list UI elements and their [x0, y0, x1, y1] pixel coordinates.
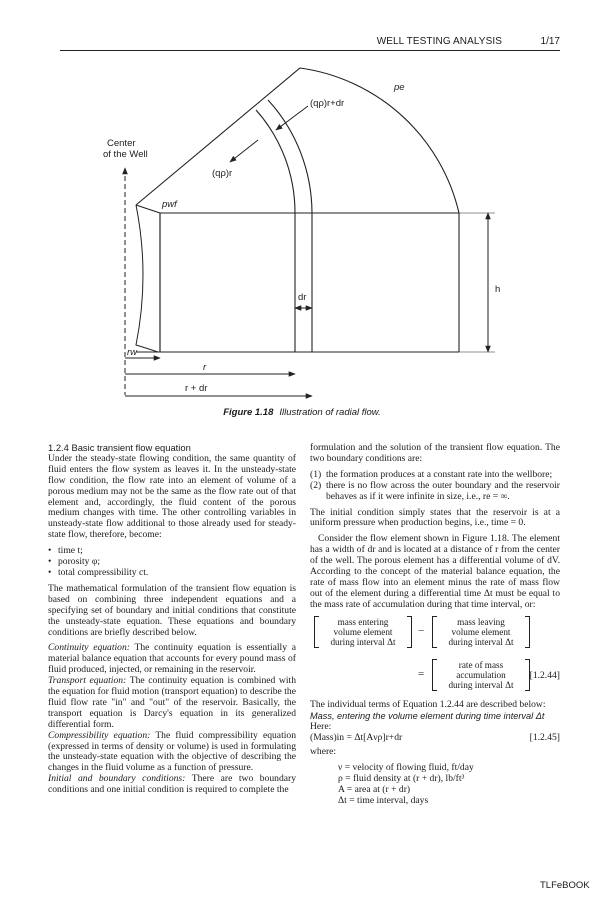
left-column: [48, 443, 296, 796]
element-arc-outer: [268, 100, 312, 352]
figure-number: Figure 1.18: [223, 407, 274, 418]
equation-1-2-44-row2: [310, 657, 560, 697]
section-heading: 1.2.4 Basic transient flow equation: [48, 442, 191, 453]
list-item: • total compressibility ct.: [48, 568, 296, 579]
equation-number: [1.2.45]: [529, 732, 560, 744]
label-qp-r-dr: (qρ)r+dr: [310, 98, 345, 109]
label-pe: pe: [394, 82, 405, 93]
variable-list: [48, 546, 296, 579]
label-qp-r: (qρ)r: [212, 168, 233, 179]
figure-caption-text: Illustration of radial flow.: [279, 407, 381, 418]
compressibility-paragraph: Compressibility equation: The fluid compressibility equation (expressed in terms of density or volume) is used in formulating the unsteady-state equation with the objective of describing the changes in the fluid volume as a function of pressure.: [48, 729, 296, 774]
variable-definitions: [310, 763, 560, 807]
element-arc-inner: [256, 110, 295, 352]
list-item: (2) there is no flow across the outer boundary and the reservoir behaves as if it were infinite in size, i.e., re = ∞.: [310, 479, 560, 502]
list-item: • time t;: [48, 546, 296, 557]
flow-arrow-out: [230, 140, 258, 162]
page-number: 1/17: [540, 36, 560, 47]
paragraph: The mathematical formulation of the transient flow equation is based on combining three independent equations and a specifying set of boundary and initial conditions that constitute the unsteady-state equation. These equations and boundary conditions are briefly described below.: [48, 582, 296, 638]
label-center-1: Center: [107, 138, 136, 149]
term: Continuity equation:: [48, 642, 130, 654]
figure-caption: [0, 407, 604, 418]
flow-arrow-in: [276, 106, 308, 130]
label-dr: dr: [298, 292, 307, 303]
list-item: Δt = time interval, days: [338, 795, 429, 807]
label-center-2: of the Well: [103, 149, 148, 160]
list-item: (1) the formation produces at a constant rate into the wellbore;: [310, 468, 553, 480]
label-r: r: [203, 362, 207, 373]
label-pwf: pwf: [162, 199, 177, 210]
eq-minus: −: [418, 624, 425, 637]
list-item: ν = velocity of flowing fluid, ft/day: [338, 762, 474, 774]
label-r-plus-dr: r + dr: [185, 383, 208, 394]
radial-flow-figure: [0, 0, 604, 430]
eq-box-accumulation: rate of mass accumulation during interval Δt: [432, 659, 530, 691]
right-column: [310, 443, 560, 807]
label-h: h: [495, 284, 501, 295]
equation-1-2-44-row1: [310, 614, 560, 654]
paragraph: The initial condition simply states that the reservoir is at a uniform pressure when production begins, i.e., time = 0.: [310, 506, 560, 529]
here-label: Here:: [310, 720, 332, 732]
eq-box-entering: mass entering volume element during interval Δt: [314, 616, 412, 648]
boundary-conditions: [310, 470, 560, 503]
list-item: ρ = fluid density at (r + dr), lb/ft³: [338, 773, 465, 785]
paragraph: The individual terms of Equation 1.2.44 are described below:: [310, 698, 546, 710]
outer-boundary-arc: [136, 68, 459, 213]
running-title: WELL TESTING ANALYSIS: [376, 36, 502, 47]
eq-equals: =: [418, 667, 425, 680]
term: Compressibility equation:: [48, 729, 151, 741]
list-item: • porosity φ;: [48, 557, 296, 568]
where-label: where:: [310, 746, 337, 758]
paragraph: Consider the flow element shown in Figure 1.18. The element has a width of dr and is located at a distance of r from the center of the well. The porous element has a differential volume of dV. According to the concept of the material balance equation, the rate of mass flow into an element minus the rate of mass flow out of the element during a differential time Δt must be equal to the mass rate of accumulation during that time interval, or:: [310, 533, 560, 610]
initial-paragraph: Initial and boundary conditions: There are two boundary conditions and one initial condition is required to complete the: [48, 773, 296, 796]
eq-box-leaving: mass leaving volume element during interval Δt: [432, 616, 530, 648]
term: Initial and boundary conditions:: [48, 773, 186, 785]
list-item: A = area at (r + dr): [338, 784, 411, 796]
continuity-paragraph: Continuity equation: The continuity equation is essentially a material balance equation that accounts for every pound mass of fluid produced, injected, or remaining in the reservoir.: [48, 642, 296, 676]
label-rw: rw: [127, 347, 138, 358]
footer-watermark: TLFeBOOK: [540, 880, 590, 891]
subheading: Mass, entering the volume element during time interval Δt: [310, 710, 545, 721]
paragraph: Under the steady-state flowing condition, the same quantity of fluid enters the flow system as leaves it. In the unsteady-state flow condition, the flow rate into an element of volume of a porous medium may not be the same as the flow rate out of that element and, accordingly, the fluid content of the porous medium changes with time. The other controlling variables in unsteady-state flow additional to those already used for steady-state flow, therefore, become:: [48, 452, 296, 541]
term: Transport equation:: [48, 675, 127, 687]
equation-number: [1.2.44]: [529, 669, 560, 681]
transport-paragraph: Transport equation: The continuity equation is combined with the equation for fluid motion (transport equation) to describe the fluid flow rate "in" and "out" of the reservoir. Basically, the transport equation is Darcy's equation in its generalized differential form.: [48, 675, 296, 730]
equation-1-2-45: (Mass)in = Δt[Aνρ]r+dr [1.2.45]: [310, 732, 560, 744]
paragraph: formulation and the solution of the transient flow equation. The two boundary conditions are:: [310, 442, 560, 464]
